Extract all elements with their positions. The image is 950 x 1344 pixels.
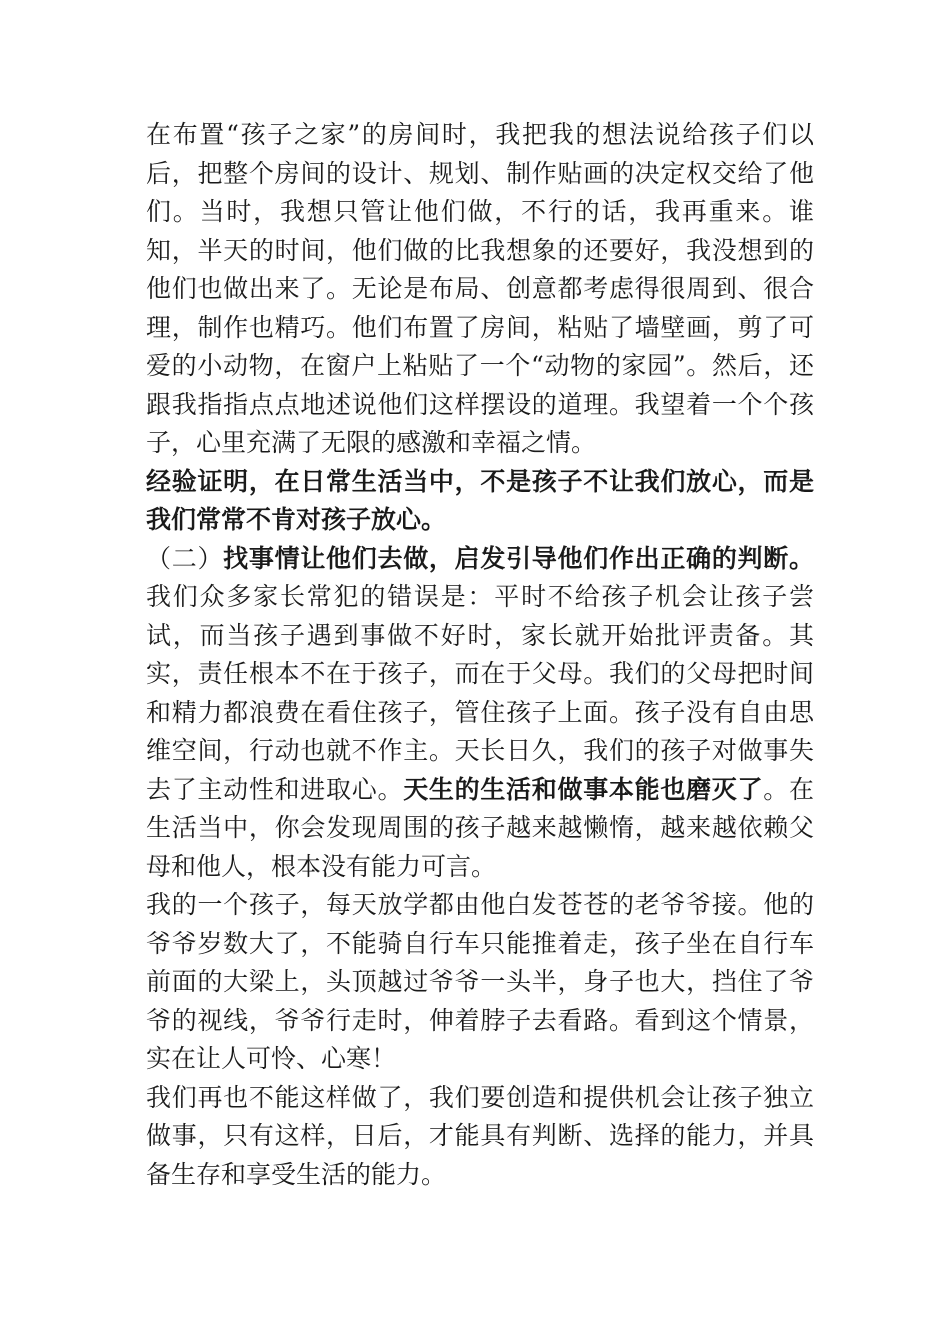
paragraph-children-home: 在布置“孩子之家”的房间时，我把我的想法说给孩子们以后，把整个房间的设计、规划、制作贴画的决定权交给了他们。当时，我想只管让他们做，不行的话，我再重来。谁知，半天的时间，他们做的比我想象的还要好，我没想到的他们也做出来了。无论是布局、创意都考虑得很周到、很合理，制作也精巧。他们布置了房间，粘贴了墙壁画，剪了可爱的小动物，在窗户上粘贴了一个“动物的家园”。然后，还跟我指指点点地述说他们这样摆设的道理。我望着一个个孩子，心里充满了无限的感激和幸福之情。 [146,120,814,457]
paragraph-grandfather-story: 我的一个孩子，每天放学都由他白发苍苍的老爷爷接。他的爷爷岁数大了，不能骑自行车只能推着走，孩子坐在自行车前面的大梁上，头顶越过爷爷一头半，身子也大，挡住了爷爷的视线，爷爷行走时，伸着脖子去看路。看到这个情景，实在让人可怜、心寒！ [146,890,814,1073]
section-body-1: 我们众多家长常犯的错误是：平时不给孩子机会让孩子尝试，而当孩子遇到事做不好时，家长就开始批评责备。其实，责任根本不在于孩子，而在于父母。我们的父母把时间和精力都浪费在看住孩子，管住孩子上面。孩子没有自由思维空间，行动也就不作主。天长日久，我们的孩子对做事失去了主动性和进取心。 [146,582,814,804]
section-heading: 找事情让他们去做，启发引导他们作出正确的判断。 [223,543,814,573]
document-page [146,116,814,1194]
section-number: （二） [146,543,224,573]
section-bold-phrase: 天生的生活和做事本能也磨灭了 [403,774,764,804]
paragraph-section-two [146,540,814,887]
paragraph-conclusion: 我们再也不能这样做了，我们要创造和提供机会让孩子独立做事，只有这样，日后，才能具有判断、选择的能力，并具备生存和享受生活的能力。 [146,1082,814,1189]
section-body-2: 。在生活当中，你会发现周围的孩子越来越懒惰，越来越依赖父母和他人，根本没有能力可言。 [146,774,814,881]
paragraph-experience-proves: 经验证明，在日常生活当中，不是孩子不让我们放心，而是我们常常不肯对孩子放心。 [146,466,814,534]
